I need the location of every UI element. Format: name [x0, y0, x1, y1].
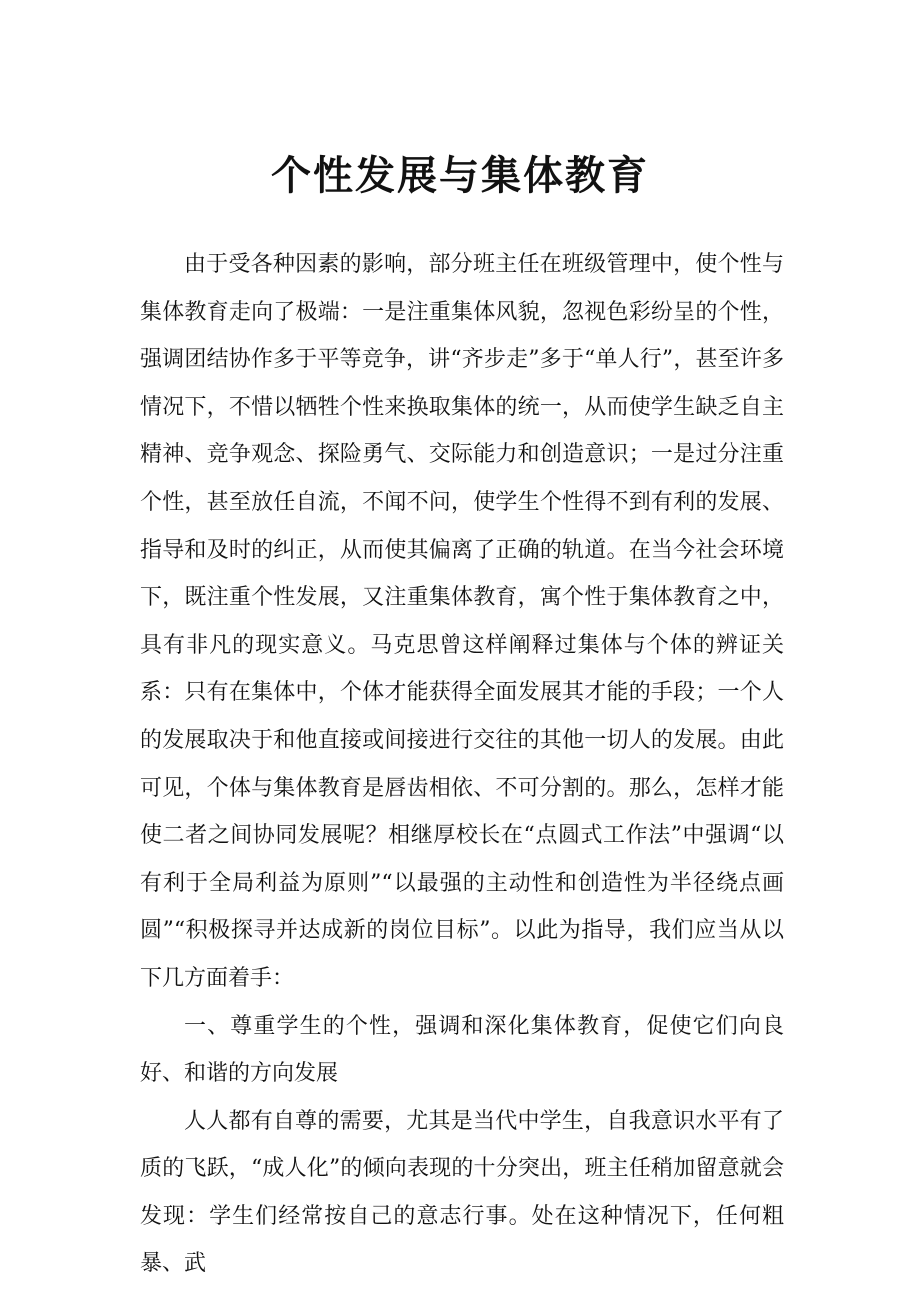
document-body — [140, 241, 784, 1288]
body-paragraph: 由于受各种因素的影响，部分班主任在班级管理中，使个性与集体教育走向了极端：一是注重集体风貌，忽视色彩纷呈的个性，强调团结协作多于平等竞争，讲“齐步走”多于“单人行”，甚至许多情况下，不惜以牺牲个性来换取集体的统一，从而使学生缺乏自主精神、竞争观念、探险勇气、交际能力和创造意识；一是过分注重个性，甚至放任自流，不闻不问，使学生个性得不到有利的发展、指导和及时的纠正，从而使其偏离了正确的轨道。在当今社会环境下，既注重个性发展，又注重集体教育，寓个性于集体教育之中，具有非凡的现实意义。马克思曾这样阐释过集体与个体的辨证关系：只有在集体中，个体才能获得全面发展其才能的手段；一个人的发展取决于和他直接或间接进行交往的其他一切人的发展。由此可见，个体与集体教育是唇齿相依、不可分割的。那么，怎样才能使二者之间协同发展呢？相继厚校长在“点圆式工作法”中强调“以有利于全局利益为原则”“以最强的主动性和创造性为半径绕点画圆”“积极探寻并达成新的岗位目标”。以此为指导，我们应当从以下几方面着手： — [140, 252, 784, 991]
document-title: 个性发展与集体教育 — [271, 153, 649, 199]
body-paragraph: 人人都有自尊的需要，尤其是当代中学生，自我意识水平有了质的飞跃，“成人化”的倾向表现的十分突出，班主任稍加留意就会发现：学生们经常按自己的意志行事。处在这种情况下，任何粗暴、武 — [140, 1108, 784, 1277]
section-heading: 一、尊重学生的个性，强调和深化集体教育，促使它们向良好、和谐的方向发展 — [140, 1013, 784, 1087]
